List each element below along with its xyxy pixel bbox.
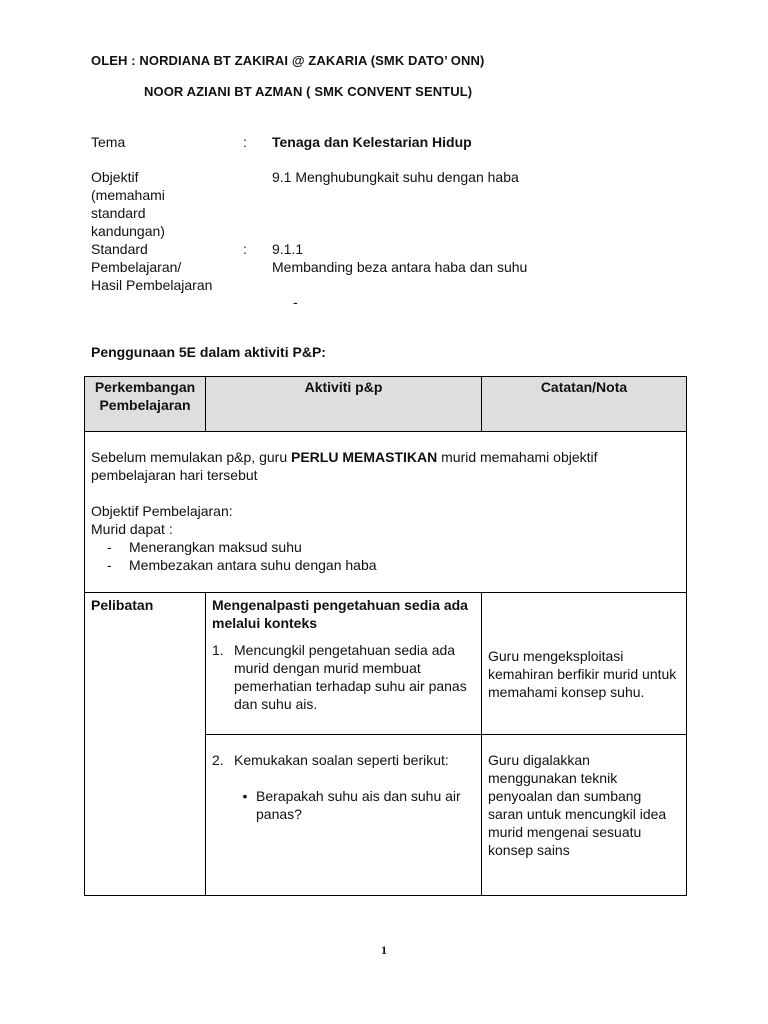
objective-list <box>107 538 680 574</box>
standard-label-line: Pembelajaran/ <box>91 259 182 275</box>
header-cell <box>85 377 206 432</box>
objektif-label <box>91 168 165 240</box>
tema-label: Tema <box>91 134 126 150</box>
objective-text: Membezakan antara suhu dengan haba <box>129 557 377 573</box>
section-title: Penggunaan 5E dalam aktiviti P&P: <box>91 344 326 360</box>
header-cell <box>482 377 687 432</box>
intro-emphasis: PERLU MEMASTIKAN <box>291 449 438 465</box>
tema-colon: : <box>243 134 247 150</box>
bullet-item <box>234 787 475 823</box>
list-item <box>107 556 680 574</box>
list-item <box>107 538 680 556</box>
standard-code: 9.1.1 <box>272 241 304 257</box>
note-text: Guru mengeksploitasi kemahiran berfikir murid untuk memahami konsep suhu. <box>488 648 677 700</box>
page-number: 1 <box>381 943 387 957</box>
activity-cell <box>206 593 482 735</box>
author-line-1: OLEH : NORDIANA BT ZAKIRAI @ ZAKARIA (SMK DATO’ ONN) <box>91 53 485 68</box>
objektif-label-line: (memahami <box>91 187 165 203</box>
header-catatan: Catatan/Nota <box>540 379 628 395</box>
header-aktiviti: Aktiviti p&p <box>304 379 383 395</box>
header-cell <box>206 377 482 432</box>
standard-description: Membanding beza antara haba dan suhu <box>272 259 528 275</box>
bullet-text: Berapakah suhu ais dan suhu air panas? <box>256 788 461 822</box>
item-number: 2. <box>212 752 224 768</box>
author-line-2: NOOR AZIANI BT AZMAN ( SMK CONVENT SENTUL) <box>144 84 473 99</box>
item-text: Kemukakan soalan seperti berikut: <box>234 752 449 768</box>
tema-value: Tenaga dan Kelestarian Hidup <box>272 134 472 150</box>
stage-label: Pelibatan <box>91 597 154 613</box>
standard-colon: : <box>243 241 247 257</box>
dash-marker: - <box>107 539 112 555</box>
intro-text: murid memahami objektif pembelajaran hari tersebut <box>91 449 598 483</box>
activity-heading: Mengenalpasti pengetahuan sedia ada melalui konteks <box>212 597 468 631</box>
objektif-label-line: standard <box>91 205 146 221</box>
pelibatan-row-1 <box>85 593 687 735</box>
bullet-icon: • <box>242 788 248 804</box>
activity-item <box>212 641 475 713</box>
intro-row <box>85 432 687 593</box>
objektif-label-line: kandungan) <box>91 223 165 239</box>
note-cell <box>482 735 687 896</box>
objective-text: Menerangkan maksud suhu <box>129 539 302 555</box>
standard-label <box>91 240 212 294</box>
dash-marker: - <box>107 557 112 573</box>
intro-text: Sebelum memulakan p&p, guru <box>91 449 291 465</box>
murid-dapat: Murid dapat : <box>91 521 173 537</box>
objektif-value: 9.1 Menghubungkait suhu dengan haba <box>272 169 519 185</box>
intro-paragraph <box>91 448 680 484</box>
five-e-table <box>84 376 687 896</box>
intro-cell <box>85 432 687 593</box>
activity-cell <box>206 735 482 896</box>
objektif-label-line: Objektif <box>91 169 139 185</box>
objective-title: Objektif Pembelajaran: <box>91 503 233 519</box>
item-number: 1. <box>212 642 224 658</box>
table-header-row <box>85 377 687 432</box>
note-cell <box>482 593 687 735</box>
note-text: Guru digalakkan menggunakan teknik penyoalan dan sumbang saran untuk mencungkil idea murid mengenai sesuatu konsep sains <box>488 752 667 858</box>
stage-cell <box>85 593 206 896</box>
header-perkembangan: Perkembangan Pembelajaran <box>94 379 196 413</box>
standard-dash: - <box>293 294 298 310</box>
item-text: Mencungkil pengetahuan sedia ada murid dengan murid membuat pemerhatian terhadap suhu air panas dan suhu ais. <box>234 642 467 712</box>
standard-label-line: Hasil Pembelajaran <box>91 277 213 293</box>
standard-value <box>272 240 527 276</box>
standard-label-line: Standard <box>91 241 148 257</box>
activity-item <box>212 751 475 769</box>
